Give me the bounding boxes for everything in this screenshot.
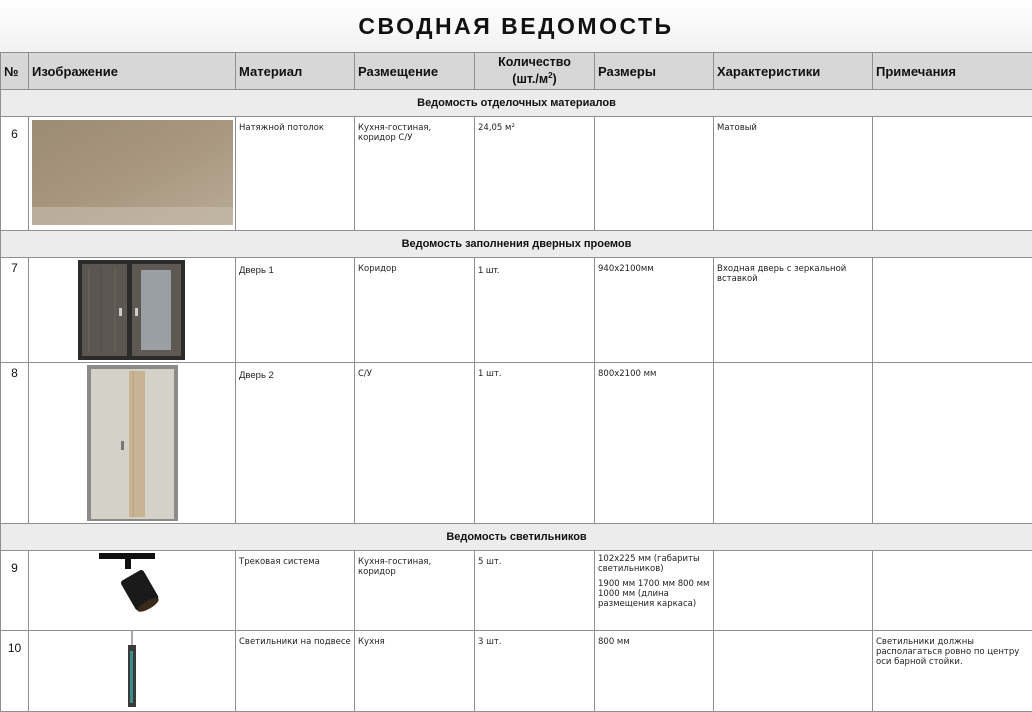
characteristics: Входная дверь с зеркальной вставкой: [714, 258, 872, 284]
placement: Кухня-гостиная, коридор С/У: [355, 117, 474, 143]
characteristics: Матовый: [714, 117, 872, 133]
header-characteristics: Характеристики: [714, 53, 873, 90]
table-header-row: [1, 53, 1032, 90]
quantity: 3 шт.: [475, 631, 594, 647]
characteristics: [714, 551, 872, 557]
table-row: [1, 117, 1032, 231]
pendant-lamp-image: [29, 631, 236, 711]
summary-table: [0, 52, 1032, 712]
page-title: СВОДНАЯ ВЕДОМОСТЬ: [0, 0, 1032, 53]
section-row-lights: [1, 524, 1032, 551]
sizes: [595, 117, 713, 123]
header-placement: Размещение: [355, 53, 475, 90]
material-name: Дверь 2: [236, 363, 354, 381]
sizes: 800х2100 мм: [595, 363, 713, 379]
row-number: 6: [1, 117, 29, 231]
table-row: [1, 631, 1032, 712]
table-row: [1, 551, 1032, 631]
characteristics: [714, 363, 872, 369]
row-number: 10: [1, 631, 29, 712]
header-material: Материал: [236, 53, 355, 90]
table-row: [1, 363, 1032, 524]
material-name: Натяжной потолок: [236, 117, 354, 133]
sizes: 940х2100мм: [595, 258, 713, 274]
header-quantity: Количество $(шт./м^2)$: [475, 53, 595, 90]
placement: Коридор: [355, 258, 474, 274]
section-title: Ведомость отделочных материалов: [1, 90, 1032, 117]
section-row-finishing: [1, 90, 1032, 117]
characteristics: [714, 631, 872, 637]
material-name: Дверь 1: [236, 258, 354, 276]
sizes: 800 мм: [595, 631, 713, 647]
ceiling-sample-image: [29, 117, 236, 230]
material-name: Трековая система: [236, 551, 354, 567]
row-image: [29, 117, 236, 231]
section-row-doors: [1, 231, 1032, 258]
header-sizes: Размеры: [595, 53, 714, 90]
row-number: 9: [1, 551, 29, 631]
section-title: Ведомость заполнения дверных проемов: [1, 231, 1032, 258]
track-spotlight-image: [29, 551, 236, 630]
quantity: 1 шт.: [475, 258, 594, 276]
placement: Кухня: [355, 631, 474, 647]
header-image: Изображение: [29, 53, 236, 90]
notes: [873, 551, 1032, 557]
sizes: 102х225 мм (габариты светильников) 1900 мм 1700 мм 800 мм 1000 мм (длина размещения каркаса): [595, 551, 713, 609]
row-number: 7: [1, 258, 29, 363]
row-image: [29, 258, 236, 363]
notes: Светильники должны располагаться ровно по центру оси барной стойки.: [873, 631, 1032, 667]
interior-door-image: [29, 363, 236, 523]
row-image: [29, 551, 236, 631]
header-notes: Примечания: [873, 53, 1032, 90]
section-title: Ведомость светильников: [1, 524, 1032, 551]
row-image: [29, 631, 236, 712]
notes: [873, 258, 1032, 264]
notes: [873, 363, 1032, 369]
quantity: 24,05 м²: [475, 117, 594, 133]
notes: [873, 117, 1032, 123]
table-row: [1, 258, 1032, 363]
row-image: [29, 363, 236, 524]
placement: С/У: [355, 363, 474, 379]
row-number: 8: [1, 363, 29, 524]
entrance-door-image: [29, 258, 236, 362]
quantity: 1 шт.: [475, 363, 594, 379]
placement: Кухня-гостиная, коридор: [355, 551, 474, 577]
material-name: Светильники на подвесе: [236, 631, 354, 647]
header-num: №: [1, 53, 29, 90]
quantity: 5 шт.: [475, 551, 594, 567]
